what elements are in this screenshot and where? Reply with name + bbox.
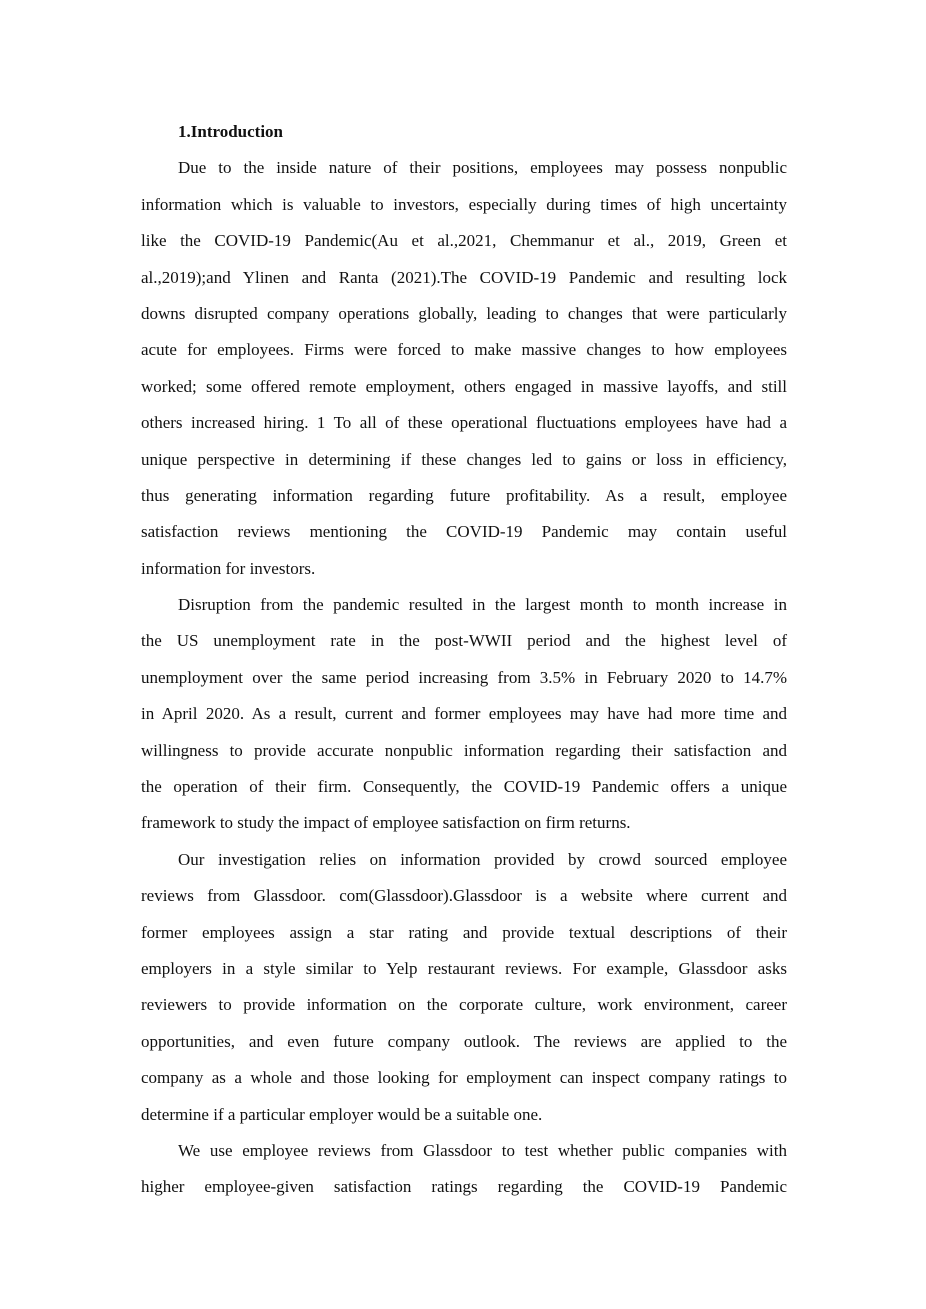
paragraph (141, 155, 787, 592)
text-line: information for investors. (141, 558, 316, 578)
text-line: higher employee-given satisfaction ratings regarding the COVID-19 Pandemic (141, 1177, 787, 1197)
text-line: information which is valuable to investors, especially during times of high uncertainty (141, 194, 787, 214)
text-line: others increased hiring. 1 To all of these operational fluctuations employees have had a (141, 413, 787, 433)
text-line: reviews from Glassdoor. com(Glassdoor).Glassdoor is a website where current and (141, 886, 787, 906)
text-line: former employees assign a star rating and provide textual descriptions of their (141, 922, 787, 942)
text-line: in April 2020. As a result, current and former employees may have had more time and (141, 704, 787, 724)
text-line: framework to study the impact of employee satisfaction on firm returns. (141, 813, 631, 833)
text-line: Due to the inside nature of their positions, employees may possess nonpublic (178, 158, 787, 178)
text-line: reviewers to provide information on the corporate culture, work environment, career (141, 995, 787, 1015)
text-line: company as a whole and those looking for employment can inspect company ratings to (141, 1068, 787, 1088)
text-line: worked; some offered remote employment, others engaged in massive layoffs, and still (141, 376, 787, 396)
text-line: thus generating information regarding future profitability. As a result, employee (141, 485, 787, 505)
body-text (141, 155, 787, 1210)
text-line: willingness to provide accurate nonpublic information regarding their satisfaction and (141, 740, 787, 760)
text-line: the operation of their firm. Consequently, the COVID-19 Pandemic offers a unique (141, 777, 787, 797)
section-heading: 1.Introduction (178, 122, 284, 141)
text-line: opportunities, and even future company outlook. The reviews are applied to the (141, 1031, 787, 1051)
text-line: We use employee reviews from Glassdoor to test whether public companies with (178, 1140, 787, 1160)
text-line: like the COVID-19 Pandemic(Au et al.,2021, Chemmanur et al., 2019, Green et (141, 231, 787, 251)
document-page (141, 119, 787, 1211)
text-line: satisfaction reviews mentioning the COVID-19 Pandemic may contain useful (141, 522, 787, 542)
text-line: Disruption from the pandemic resulted in the largest month to month increase in (178, 595, 787, 615)
text-line: Our investigation relies on information provided by crowd sourced employee (178, 849, 787, 869)
text-line: employers in a style similar to Yelp restaurant reviews. For example, Glassdoor asks (141, 958, 787, 978)
text-line: determine if a particular employer would be a suitable one. (141, 1104, 543, 1124)
paragraph (141, 592, 787, 847)
text-line: downs disrupted company operations globally, leading to changes that were particularly (141, 303, 787, 323)
text-line: acute for employees. Firms were forced to make massive changes to how employees (141, 340, 787, 360)
text-line: unemployment over the same period increasing from 3.5% in February 2020 to 14.7% (141, 667, 787, 687)
paragraph (141, 1138, 787, 1211)
text-line: al.,2019);and Ylinen and Ranta (2021).The COVID-19 Pandemic and resulting lock (141, 267, 787, 287)
paragraph (141, 847, 787, 1138)
text-line: unique perspective in determining if these changes led to gains or loss in efficiency, (141, 449, 787, 469)
text-line: the US unemployment rate in the post-WWII period and the highest level of (141, 631, 787, 651)
